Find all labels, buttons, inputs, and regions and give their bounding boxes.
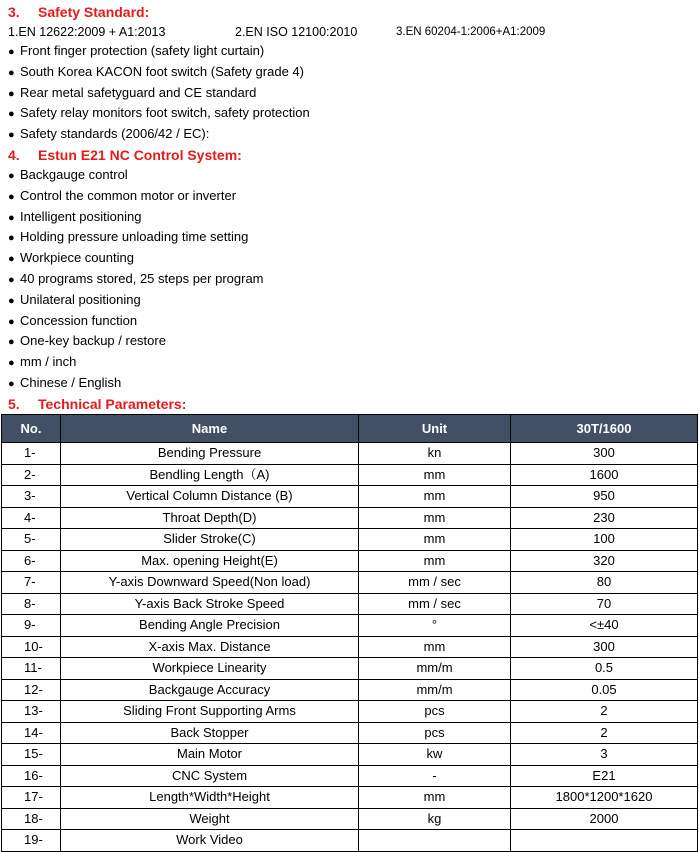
parameter-name: Vertical Column Distance (B) <box>61 486 359 508</box>
parameter-unit: mm / sec <box>359 572 511 594</box>
parameter-value: 80 <box>511 572 698 594</box>
table-row <box>2 830 698 852</box>
list-item: ● South Korea KACON foot switch (Safety grade 4) <box>8 63 304 79</box>
parameter-unit: mm <box>359 787 511 809</box>
parameter-name: Bending Angle Precision <box>61 615 359 637</box>
list-item: ● Backgauge control <box>8 167 128 182</box>
row-number: 5- <box>2 529 61 551</box>
row-number: 15- <box>2 744 61 766</box>
table-row <box>2 572 698 594</box>
parameter-unit: kw <box>359 744 511 766</box>
section-title: Safety Standard: <box>38 4 150 20</box>
parameter-unit: mm <box>359 550 511 572</box>
parameter-value <box>511 830 698 852</box>
row-number: 12- <box>2 679 61 701</box>
parameter-name: Sliding Front Supporting Arms <box>61 701 359 723</box>
table-row <box>2 808 698 830</box>
list-item: ● One-key backup / restore <box>8 333 166 349</box>
row-number: 4- <box>2 507 61 529</box>
parameter-unit: mm/m <box>359 679 511 701</box>
row-number: 18- <box>2 808 61 830</box>
parameter-value: 70 <box>511 593 698 615</box>
list-item: ● Safety relay monitors foot switch, safety protection <box>8 105 310 121</box>
parameter-unit: mm <box>359 464 511 486</box>
list-item: ● Front finger protection (safety light curtain) <box>8 43 265 58</box>
row-number: 19- <box>2 830 61 852</box>
list-item: ● Unilateral positioning <box>8 291 141 307</box>
parameter-name: Max. opening Height(E) <box>61 550 359 572</box>
row-number: 9- <box>2 615 61 637</box>
table-row <box>2 744 698 766</box>
section-number: 4. <box>8 147 20 163</box>
parameter-name: X-axis Max. Distance <box>61 636 359 658</box>
table-header-row <box>2 415 698 443</box>
section-title: Estun E21 NC Control System: <box>38 147 242 163</box>
parameter-unit: mm <box>359 529 511 551</box>
parameter-unit: mm/m <box>359 658 511 680</box>
parameter-value: 950 <box>511 486 698 508</box>
table-row <box>2 615 698 637</box>
parameter-value: 100 <box>511 529 698 551</box>
header-model: 30T/1600 <box>511 415 698 443</box>
control-bullet-list <box>8 165 264 394</box>
table-row <box>2 765 698 787</box>
section-title: Technical Parameters: <box>38 396 187 412</box>
parameter-name: Bendling Length（A) <box>61 464 359 486</box>
parameters-table-body <box>2 443 698 852</box>
row-number: 17- <box>2 787 61 809</box>
parameter-unit: ° <box>359 615 511 637</box>
safety-bullet-list <box>8 41 310 145</box>
header-no: No. <box>2 415 61 443</box>
list-item: ● Intelligent positioning <box>8 208 142 224</box>
parameter-name: Bending Pressure <box>61 443 359 465</box>
row-number: 10- <box>2 636 61 658</box>
table-row <box>2 464 698 486</box>
parameter-value: <±40 <box>511 615 698 637</box>
list-item: ● Rear metal safetyguard and CE standard <box>8 84 257 100</box>
list-item: ● Holding pressure unloading time setting <box>8 229 249 245</box>
row-number: 6- <box>2 550 61 572</box>
parameters-table <box>1 414 698 852</box>
parameter-value: 0.5 <box>511 658 698 680</box>
control-system-heading <box>8 145 242 165</box>
parameter-name: Throat Depth(D) <box>61 507 359 529</box>
list-item: ● Control the common motor or inverter <box>8 187 237 203</box>
header-name: Name <box>61 415 359 443</box>
row-number: 11- <box>2 658 61 680</box>
parameter-unit: pcs <box>359 701 511 723</box>
parameter-unit: - <box>359 765 511 787</box>
standard-1: 1.EN 12622:2009 + A1:2013 <box>8 25 166 39</box>
safety-standard-heading <box>8 2 149 22</box>
table-row <box>2 636 698 658</box>
table-row <box>2 529 698 551</box>
parameter-value: E21 <box>511 765 698 787</box>
row-number: 14- <box>2 722 61 744</box>
parameter-value: 2 <box>511 722 698 744</box>
parameter-name: Back Stopper <box>61 722 359 744</box>
list-item: ● Safety standards (2006/42 / EC): <box>8 126 210 142</box>
parameter-unit: pcs <box>359 722 511 744</box>
parameter-value: 0.05 <box>511 679 698 701</box>
table-row <box>2 507 698 529</box>
parameter-name: Backgauge Accuracy <box>61 679 359 701</box>
parameter-value: 3 <box>511 744 698 766</box>
parameter-value: 230 <box>511 507 698 529</box>
parameter-name: Workpiece Linearity <box>61 658 359 680</box>
parameter-name: Slider Stroke(C) <box>61 529 359 551</box>
parameter-name: CNC System <box>61 765 359 787</box>
parameter-name: Work Video <box>61 830 359 852</box>
table-row <box>2 658 698 680</box>
list-item: ● Chinese / English <box>8 374 122 390</box>
header-unit: Unit <box>359 415 511 443</box>
table-row <box>2 443 698 465</box>
parameter-unit: kn <box>359 443 511 465</box>
row-number: 2- <box>2 464 61 486</box>
parameter-value: 300 <box>511 636 698 658</box>
table-row <box>2 722 698 744</box>
parameter-unit: mm / sec <box>359 593 511 615</box>
parameter-name: Main Motor <box>61 744 359 766</box>
parameter-value: 2000 <box>511 808 698 830</box>
section-number: 3. <box>8 4 20 20</box>
parameter-unit: mm <box>359 486 511 508</box>
row-number: 3- <box>2 486 61 508</box>
technical-parameters-heading <box>8 394 186 414</box>
table-row <box>2 701 698 723</box>
parameter-value: 1800*1200*1620 <box>511 787 698 809</box>
parameter-unit: mm <box>359 507 511 529</box>
parameter-unit <box>359 830 511 852</box>
parameter-unit: mm <box>359 636 511 658</box>
parameter-name: Weight <box>61 808 359 830</box>
parameter-unit: kg <box>359 808 511 830</box>
parameter-name: Y-axis Back Stroke Speed <box>61 593 359 615</box>
parameter-value: 1600 <box>511 464 698 486</box>
row-number: 16- <box>2 765 61 787</box>
table-row <box>2 486 698 508</box>
standard-2: 2.EN ISO 12100:2010 <box>235 25 358 39</box>
row-number: 13- <box>2 701 61 723</box>
parameter-name: Y-axis Downward Speed(Non load) <box>61 572 359 594</box>
list-item: ● mm / inch <box>8 354 77 370</box>
parameter-value: 300 <box>511 443 698 465</box>
row-number: 8- <box>2 593 61 615</box>
row-number: 1- <box>2 443 61 465</box>
table-row <box>2 679 698 701</box>
list-item: ● Workpiece counting <box>8 250 134 266</box>
list-item: ● Concession function <box>8 312 138 328</box>
parameter-value: 320 <box>511 550 698 572</box>
standard-3: 3.EN 60204-1:2006+A1:2009 <box>396 26 546 38</box>
table-row <box>2 787 698 809</box>
row-number: 7- <box>2 572 61 594</box>
table-row <box>2 550 698 572</box>
table-row <box>2 593 698 615</box>
section-number: 5. <box>8 396 20 412</box>
parameter-value: 2 <box>511 701 698 723</box>
list-item: ● 40 programs stored, 25 steps per program <box>8 270 264 286</box>
parameter-name: Length*Width*Height <box>61 787 359 809</box>
